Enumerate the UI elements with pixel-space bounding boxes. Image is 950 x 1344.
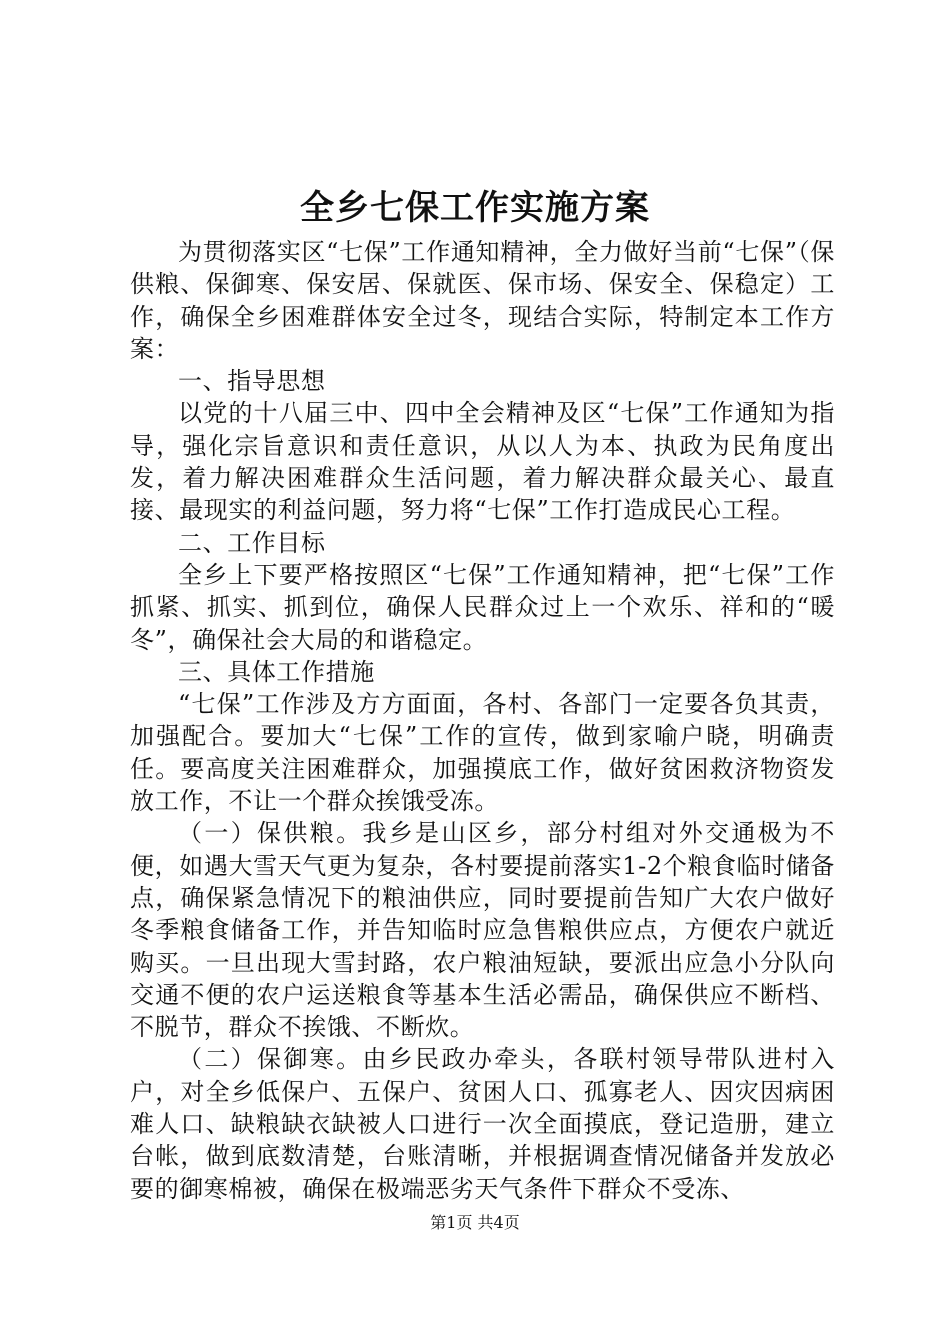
measure-grain-supply-paragraph: （一）保供粮。我乡是山区乡，部分村组对外交通极为不便，如遇大雪天气更为复杂，各村要提前落实1-2个粮食临时储备点，确保紧急情况下的粮油供应，同时要提前告知广大农户做好冬季粮食储备工作，并告知临时应急售粮供应点，方便农户就近购买。一旦出现大雪封路，农户粮油短缺，要派出应急小分队向交通不便的农户运送粮食等基本生活必需品，确保供应不断档、不脱节，群众不挨饿、不断炊。 [130,819,835,1042]
work-goals-paragraph: 全乡上下要严格按照区“七保”工作通知精神，把“七保”工作抓紧、抓实、抓到位，确保人民群众过上一个欢乐、祥和的“暖冬”，确保社会大局的和谐稳定。 [130,560,835,654]
page-footer: 第1页 共4页 [430,1213,520,1232]
measure-cold-protection-paragraph: （二）保御寒。由乡民政办牵头，各联村领导带队进村入户，对全乡低保户、五保户、贫困人口、孤寡老人、因灾因病困难人口、缺粮缺衣缺被人口进行一次全面摸底，登记造册，建立台帐，做到底数清楚，台账清晰，并根据调查情况储备并发放必要的御寒棉被，确保在极端恶劣天气条件下群众不受冻、 [130,1045,835,1203]
measures-intro-paragraph: “七保”工作涉及方方面面，各村、各部门一定要各负其责，加强配合。要加大“七保”工作的宣传，做到家喻户晓，明确责任。要高度关注困难群众，加强摸底工作，做好贫困救济物资发放工作，不让一个群众挨饿受冻。 [130,690,835,816]
section-heading-guiding-thought: 一、指导思想 [178,367,326,396]
section-heading-work-goals: 二、工作目标 [178,528,326,557]
intro-paragraph: 为贯彻落实区“七保”工作通知精神，全力做好当前“七保”（保供粮、保御寒、保安居、保就医、保市场、保安全、保稳定）工作，确保全乡困难群体安全过冬，现结合实际，特制定本工作方案： [130,238,835,363]
guiding-thought-paragraph: 以党的十八届三中、四中全会精神及区“七保”工作通知为指导，强化宗旨意识和责任意识，从以人为本、执政为民角度出发，着力解决困难群众生活问题，着力解决群众最关心、最直接、最现实的利益问题，努力将“七保”工作打造成民心工程。 [130,399,835,525]
document-body [130,236,835,1205]
document-title: 全乡七保工作实施方案 [300,188,650,228]
section-heading-measures: 三、具体工作措施 [178,657,375,686]
